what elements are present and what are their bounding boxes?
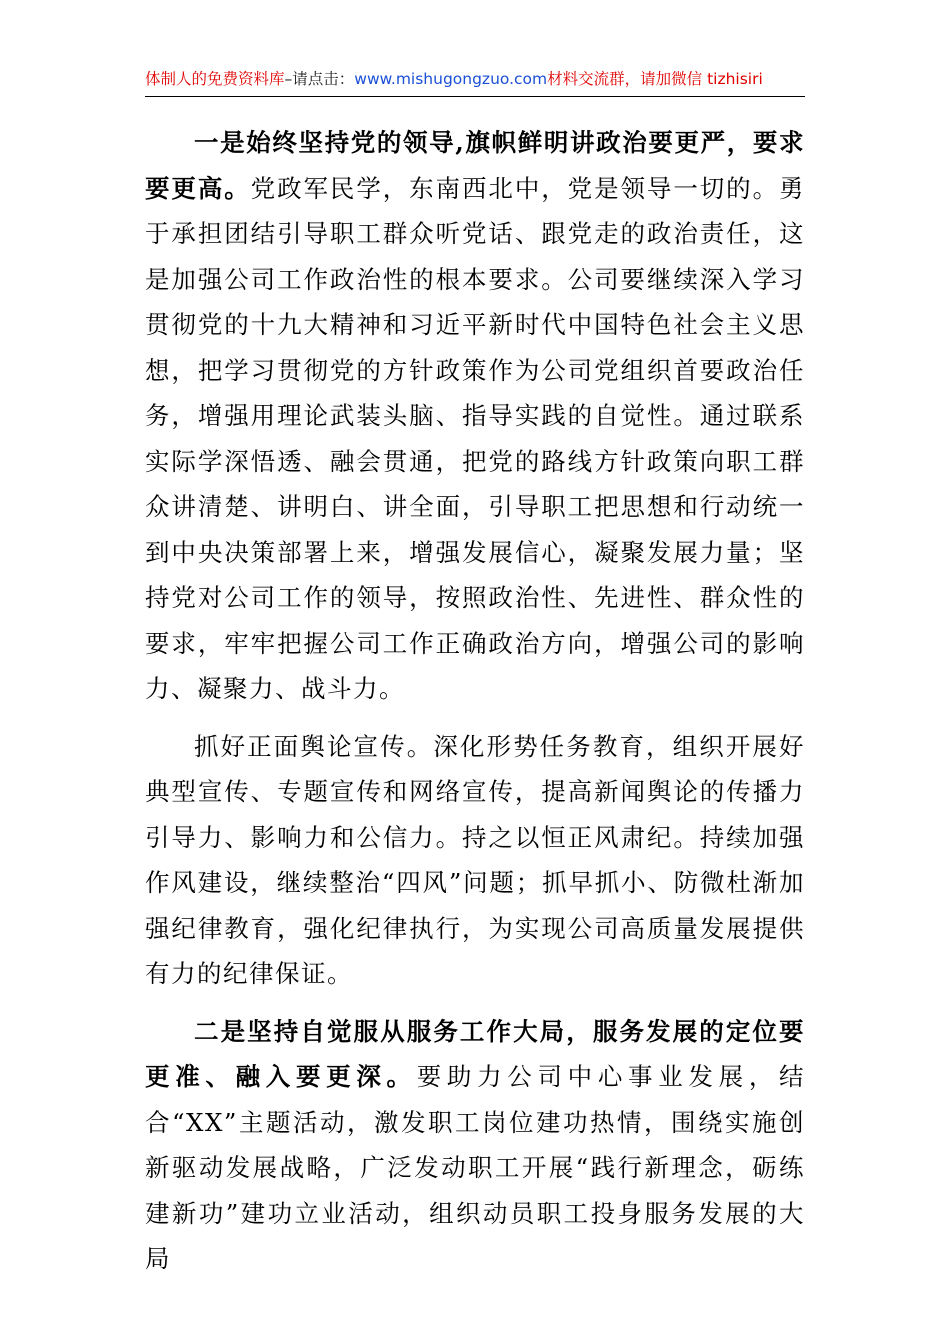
header-contact: 材料交流群，请加微信 tizhisiri [547,70,763,88]
page-header [145,62,805,97]
header-site-name: 体制人的免费资料库 [145,70,285,88]
paragraph-1-text: 党政军民学，东南西北中，党是领导一切的。勇于承担团结引导职工群众听党话、跟党走的政治责任，这是加强公司工作政治性的根本要求。公司要继续深入学习贯彻党的十九大精神和习近平新时代中国特色社会主义思想，把学习贯彻党的方针政策作为公司党组织首要政治任务，增强用理论武装头脑、指导实践的自觉性。通过联系实际学深悟透、融会贯通，把党的路线方针政策向职工群众讲清楚、讲明白、讲全面，引导职工把思想和行动统一到中央决策部署上来，增强发展信心，凝聚发展力量；坚持党对公司工作的领导，按照政治性、先进性、群众性的要求，牢牢把握公司工作正确政治方向，增强公司的影响力、凝聚力、战斗力。 [145,173,806,703]
paragraph-3 [145,1009,805,1282]
paragraph-3-text: 要助力公司中心事业发展，结合“XX”主题活动，激发职工岗位建功热情，围绕实施创新驱动发展战略，广泛发动职工开展“践行新理念，砺练建新功”建功立业活动，组织动员职工投身服务发展的大局 [145,1062,806,1273]
paragraph-3-heading: 二是坚持自觉服从服务工作大局，服务发展的定位要更准、融入要更深。 [145,1016,805,1091]
paragraph-2-text: 抓好正面舆论宣传。深化形势任务教育，组织开展好典型宣传、专题宣传和网络宣传，提高新闻舆论的传播力引导力、影响力和公信力。持之以恒正风肃纪。持续加强作风建设，继续整治“四风”问题；抓早抓小、防微杜渐加强纪律教育，强化纪律执行，为实现公司高质量发展提供有力的纪律保证。 [145,731,805,988]
paragraph-2 [145,724,805,997]
document-body [145,120,805,1288]
paragraph-1 [145,120,805,712]
header-url-link[interactable]: www.mishugongzuo.com [354,70,548,88]
header-click-text: –请点击： [284,70,355,88]
paragraph-1-heading: 一是始终坚持党的领导,旗帜鲜明讲政治要更严，要求要更高。 [145,128,805,203]
